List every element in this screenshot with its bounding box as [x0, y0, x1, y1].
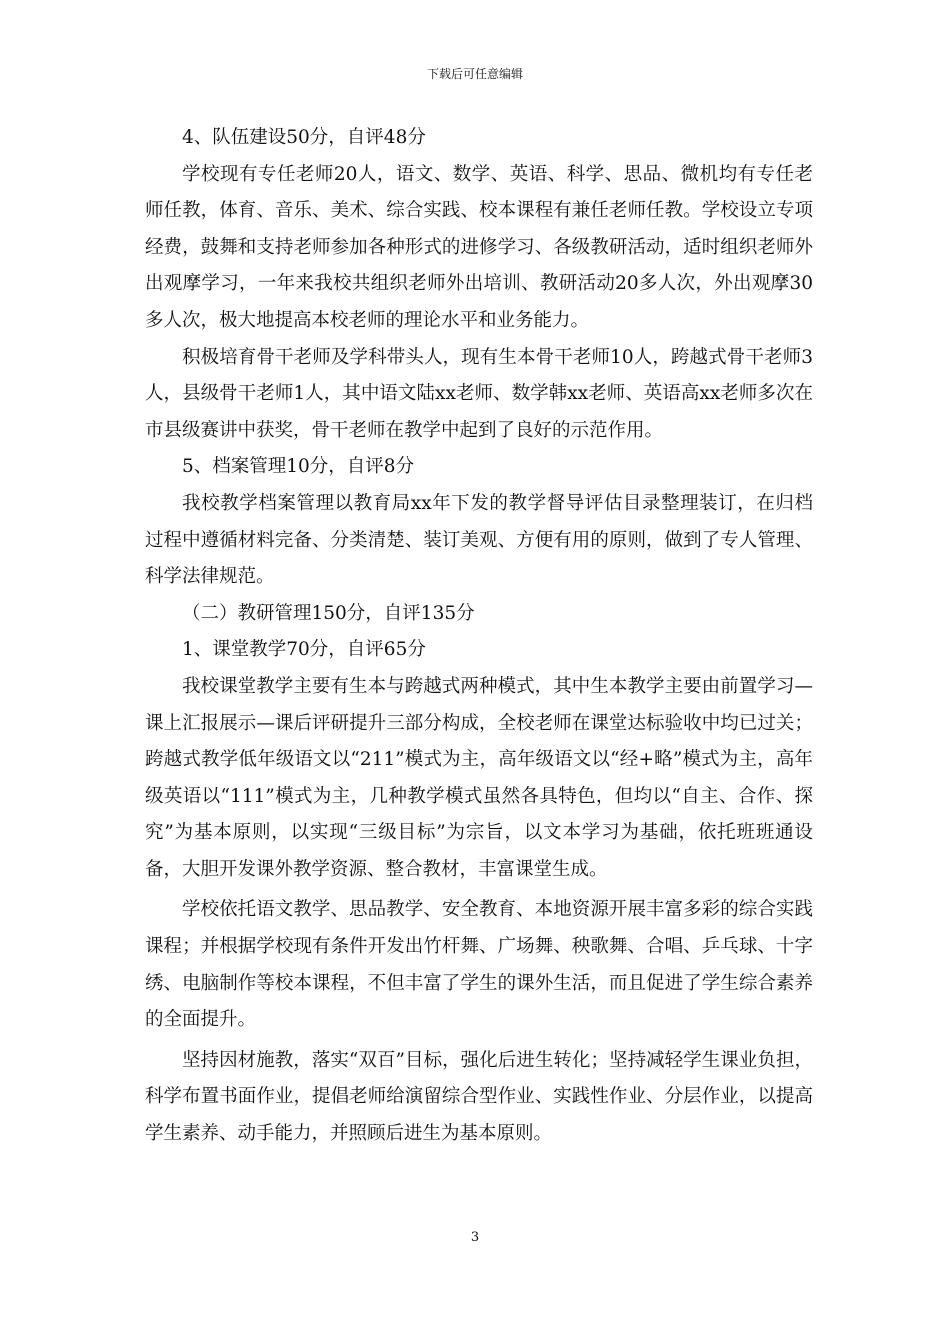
paragraph-teacher-staff: 学校现有专任老师20人，语文、数学、英语、科学、思品、微机均有专任老师任教，体育、音乐、美术、综合实践、校本课程有兼任老师任教。学校设立专项经费，鼓舞和支持老师参加各种形式的进修学习、各级教研活动，适时组织老师外出观摩学习，一年来我校共组织老师外出培训、教研活动20多人次，外出观摩30多人次，极大地提高本校老师的理论水平和业务能力。: [145, 163, 813, 331]
section-heading-team-building: 4、队伍建设50分，自评48分: [182, 127, 426, 148]
paragraph-individualized-teaching: 坚持因材施教，落实“双百”目标，强化后进生转化；坚持减轻学生课业负担，科学布置书面作业，提倡老师给演留综合型作业、实践性作业、分层作业，以提高学生素养、动手能力，并照顾后进生为基本原则。: [145, 1049, 813, 1145]
document-body: [145, 120, 813, 1153]
page-number: 3: [470, 1230, 480, 1245]
paragraph-archive-management: 我校教学档案管理以教育局xx年下发的教学督导评估目录整理装订，在归档过程中遵循材料完备、分类清楚、装订美观、方便有用的原则，做到了专人管理、科学法律规范。: [145, 492, 813, 588]
section-heading-archive-management: 5、档案管理10分，自评8分: [182, 456, 415, 478]
paragraph-backbone-teachers: 积极培育骨干老师及学科带头人，现有生本骨干老师10人，跨越式骨干老师3人，县级骨干老师1人，其中语文陆xx老师、数学韩xx老师、英语高xx老师多次在市县级赛讲中获奖，骨干老师在教学中起到了良好的示范作用。: [145, 346, 813, 441]
paragraph-teaching-modes: 我校课堂教学主要有生本与跨越式两种模式，其中生本教学主要由前置学习—课上汇报展示—课后评研提升三部分构成，全校老师在课堂达标验收中均已过关；跨越式教学低年级语文以“211”模式为主，高年级语文以“经+略”模式为主，高年级英语以“111”模式为主，几种教学模式虽然各具特色，但均以“自主、合作、探究”为基本原则，以实现“三级目标”为宗旨，以文本学习为基础，依托班班通设备，大胆开发课外教学资源、整合教材，丰富课堂生成。: [145, 675, 813, 880]
paragraph-practice-courses: 学校依托语文教学、思品教学、安全教育、本地资源开展丰富多彩的综合实践课程；并根据学校现有条件开发出竹杆舞、广场舞、秧歌舞、合唱、乒乓球、十字绣、电脑制作等校本课程，不但丰富了学生的课外生活，而且促进了学生综合素养的全面提升。: [145, 899, 813, 1031]
section-heading-classroom-teaching: 1、课堂教学70分，自评65分: [182, 639, 426, 661]
page-header: 下载后可任意编辑: [426, 67, 523, 81]
section-heading-teaching-research: （二）教研管理150分，自评135分: [182, 602, 475, 624]
